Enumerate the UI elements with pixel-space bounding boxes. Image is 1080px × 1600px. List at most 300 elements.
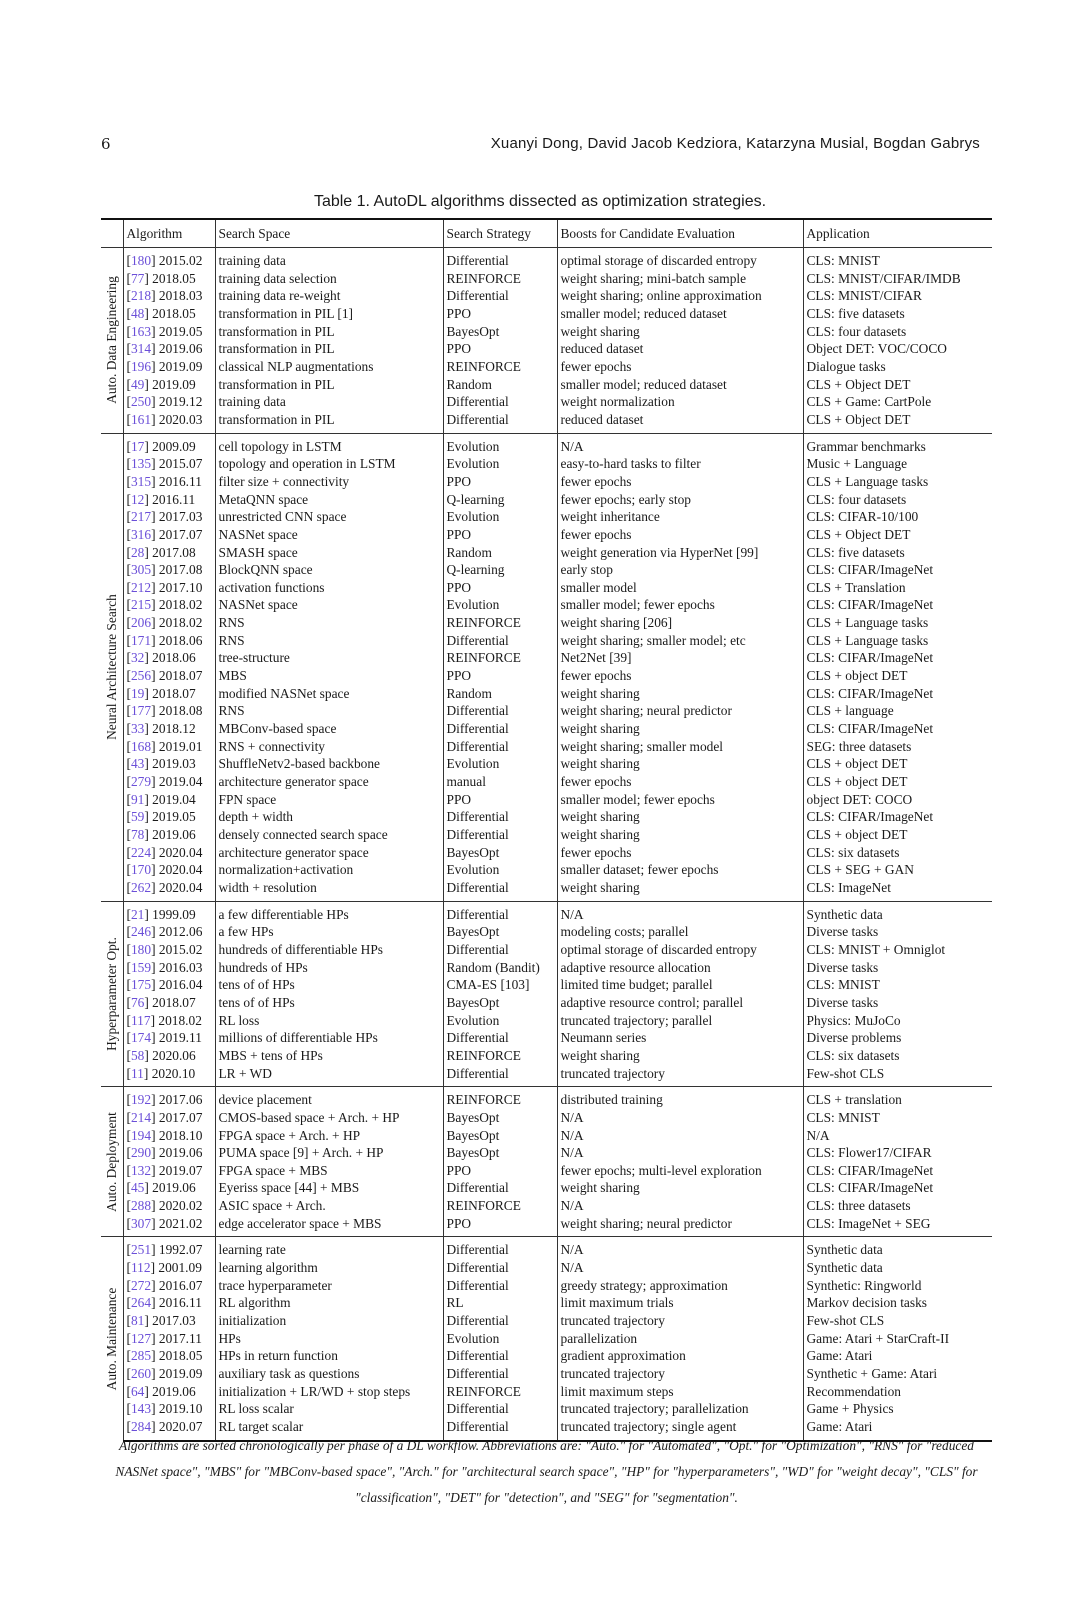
header-application: Application <box>803 219 992 248</box>
application-cell: CLS: four datasets <box>803 323 992 341</box>
search-strategy-cell: REINFORCE <box>443 358 557 376</box>
boost-cell: Net2Net [39] <box>557 649 803 667</box>
table-row <box>101 1144 992 1162</box>
application-cell: CLS: CIFAR/ImageNet <box>803 561 992 579</box>
citation-link[interactable]: 33 <box>130 721 145 737</box>
search-space-cell: transformation in PIL [1] <box>215 305 443 323</box>
citation-link[interactable]: 194 <box>130 1127 152 1143</box>
boost-cell: adaptive resource allocation <box>557 959 803 977</box>
search-strategy-cell: Differential <box>443 738 557 756</box>
algorithm-cell: [196] 2019.09 <box>123 358 215 376</box>
year-value: 2020.03 <box>158 411 203 427</box>
algorithm-cell: [77] 2018.05 <box>123 270 215 288</box>
application-cell: Grammar benchmarks <box>803 433 992 455</box>
header-row <box>101 219 992 248</box>
search-strategy-cell: Differential <box>443 808 557 826</box>
citation-link[interactable]: 307 <box>130 1215 152 1231</box>
boost-cell: fewer epochs; early stop <box>557 491 803 509</box>
boost-cell: gradient approximation <box>557 1347 803 1365</box>
citation-link[interactable]: 117 <box>130 1012 151 1028</box>
application-cell: CLS: six datasets <box>803 844 992 862</box>
application-cell: Game: Atari <box>803 1418 992 1441</box>
boost-cell: greedy strategy; approximation <box>557 1277 803 1295</box>
boost-cell: weight sharing <box>557 879 803 901</box>
table-row <box>101 879 992 901</box>
table-row <box>101 376 992 394</box>
citation-link[interactable]: 78 <box>130 827 145 842</box>
citation-link[interactable]: 315 <box>130 473 152 489</box>
table-row <box>101 393 992 411</box>
citation-link[interactable]: 290 <box>130 1145 152 1161</box>
header-search-strategy: Search Strategy <box>443 219 557 248</box>
citation-link[interactable]: 175 <box>130 977 152 993</box>
year-value: 2017.08 <box>152 544 196 560</box>
application-cell: Few-shot CLS <box>803 1065 992 1087</box>
search-strategy-cell: Differential <box>443 941 557 959</box>
table-row <box>101 649 992 667</box>
citation-link[interactable]: 215 <box>130 597 152 613</box>
table-row <box>101 791 992 809</box>
search-space-cell: FPGA space + MBS <box>215 1162 443 1180</box>
year-value: 2017.07 <box>158 1109 203 1125</box>
citation-link[interactable]: 262 <box>130 879 152 895</box>
year-value: 2017.08 <box>158 562 203 578</box>
year-value: 2019.06 <box>158 341 203 357</box>
application-cell: Synthetic data <box>803 1237 992 1259</box>
year-value: 2018.07 <box>152 685 196 701</box>
algorithm-cell: [290] 2019.06 <box>123 1144 215 1162</box>
citation-link[interactable]: 58 <box>130 1047 145 1063</box>
algorithm-cell: [112] 2001.09 <box>123 1259 215 1277</box>
application-cell: Music + Language <box>803 455 992 473</box>
boost-cell: optimal storage of discarded entropy <box>557 248 803 270</box>
boost-cell: weight sharing <box>557 1179 803 1197</box>
application-cell: CLS: MNIST/CIFAR/IMDB <box>803 270 992 288</box>
table-row <box>101 667 992 685</box>
boost-cell: easy-to-hard tasks to filter <box>557 455 803 473</box>
search-space-cell: auxiliary task as questions <box>215 1365 443 1383</box>
year-value: 2017.11 <box>158 1330 202 1346</box>
citation-link[interactable]: 64 <box>130 1383 145 1399</box>
algorithm-cell: [206] 2018.02 <box>123 614 215 632</box>
citation-link[interactable]: 48 <box>130 305 145 321</box>
search-space-cell: activation functions <box>215 579 443 597</box>
citation-link[interactable]: 224 <box>130 844 152 860</box>
boost-cell: truncated trajectory; parallel <box>557 1012 803 1030</box>
citation-link[interactable]: 43 <box>130 756 145 772</box>
citation-link[interactable]: 91 <box>130 791 145 807</box>
application-cell: CLS + object DET <box>803 667 992 685</box>
search-space-cell: depth + width <box>215 808 443 826</box>
search-strategy-cell: Differential <box>443 1065 557 1087</box>
search-space-cell: training data <box>215 248 443 270</box>
citation-link[interactable]: 32 <box>130 650 145 666</box>
algorithm-cell: [58] 2020.06 <box>123 1047 215 1065</box>
application-cell: Physics: MuJoCo <box>803 1012 992 1030</box>
citation-link[interactable]: 251 <box>130 1242 152 1258</box>
boost-cell: truncated trajectory; parallelization <box>557 1400 803 1418</box>
search-strategy-cell: PPO <box>443 340 557 358</box>
algorithm-cell: [174] 2019.11 <box>123 1029 215 1047</box>
header-boosts: Boosts for Candidate Evaluation <box>557 219 803 248</box>
application-cell: CLS: CIFAR/ImageNet <box>803 808 992 826</box>
citation-link[interactable]: 314 <box>130 341 152 357</box>
citation-link[interactable]: 17 <box>130 438 145 454</box>
algorithm-cell: [117] 2018.02 <box>123 1012 215 1030</box>
application-cell: CLS + object DET <box>803 755 992 773</box>
search-strategy-cell: PPO <box>443 667 557 685</box>
algorithm-cell: [192] 2017.06 <box>123 1087 215 1109</box>
search-space-cell: RNS + connectivity <box>215 738 443 756</box>
table-row <box>101 1109 992 1127</box>
boost-cell: N/A <box>557 1144 803 1162</box>
year-value: 2020.04 <box>158 862 203 878</box>
table-row <box>101 755 992 773</box>
year-value: 2009.09 <box>152 438 196 454</box>
table-row <box>101 976 992 994</box>
search-space-cell: FPGA space + Arch. + HP <box>215 1127 443 1145</box>
boost-cell: N/A <box>557 1109 803 1127</box>
search-space-cell: normalization+activation <box>215 861 443 879</box>
citation-link[interactable]: 264 <box>130 1295 152 1311</box>
application-cell: Diverse tasks <box>803 923 992 941</box>
citation-link[interactable]: 206 <box>130 615 152 631</box>
algorithm-cell: [305] 2017.08 <box>123 561 215 579</box>
search-strategy-cell: BayesOpt <box>443 1109 557 1127</box>
table-row <box>101 1087 992 1109</box>
year-value: 2019.11 <box>158 1030 202 1046</box>
algorithm-cell: [59] 2019.05 <box>123 808 215 826</box>
boost-cell: weight normalization <box>557 393 803 411</box>
application-cell: CLS + Object DET <box>803 411 992 433</box>
search-space-cell: a few HPs <box>215 923 443 941</box>
search-space-cell: unrestricted CNN space <box>215 508 443 526</box>
application-cell: Diverse problems <box>803 1029 992 1047</box>
citation-link[interactable]: 161 <box>130 411 152 427</box>
citation-link[interactable]: 174 <box>130 1030 152 1046</box>
citation-link[interactable]: 76 <box>130 994 145 1010</box>
table-row <box>101 994 992 1012</box>
year-value: 2019.01 <box>158 738 203 754</box>
boost-cell: weight sharing; smaller model; etc <box>557 632 803 650</box>
table-section <box>101 433 992 901</box>
citation-link[interactable]: 19 <box>130 685 145 701</box>
search-space-cell: HPs in return function <box>215 1347 443 1365</box>
year-value: 2018.06 <box>152 650 196 666</box>
algorithm-cell: [49] 2019.09 <box>123 376 215 394</box>
search-space-cell: MetaQNN space <box>215 491 443 509</box>
boost-cell: N/A <box>557 901 803 923</box>
algorithm-cell: [194] 2018.10 <box>123 1127 215 1145</box>
search-space-cell: architecture generator space <box>215 773 443 791</box>
boost-cell: weight sharing <box>557 323 803 341</box>
search-strategy-cell: manual <box>443 773 557 791</box>
table-row <box>101 1277 992 1295</box>
table-row <box>101 1330 992 1348</box>
search-strategy-cell: Differential <box>443 1418 557 1441</box>
citation-link[interactable]: 288 <box>130 1198 152 1214</box>
search-strategy-cell: BayesOpt <box>443 994 557 1012</box>
table-row <box>101 702 992 720</box>
citation-link[interactable]: 246 <box>130 924 152 940</box>
search-space-cell: transformation in PIL <box>215 376 443 394</box>
search-space-cell: MBS <box>215 667 443 685</box>
search-space-cell: HPs <box>215 1330 443 1348</box>
year-value: 2019.06 <box>152 1180 196 1196</box>
search-space-cell: RL loss <box>215 1012 443 1030</box>
boost-cell: modeling costs; parallel <box>557 923 803 941</box>
year-value: 2019.09 <box>158 1366 203 1382</box>
citation-link[interactable]: 256 <box>130 668 152 684</box>
table-row <box>101 596 992 614</box>
year-value: 2001.09 <box>158 1260 202 1276</box>
algorithm-cell: [224] 2020.04 <box>123 844 215 862</box>
search-strategy-cell: Evolution <box>443 596 557 614</box>
application-cell: CLS: four datasets <box>803 491 992 509</box>
year-value: 2016.04 <box>158 977 203 993</box>
citation-link[interactable]: 77 <box>130 270 145 286</box>
boost-cell: smaller model <box>557 579 803 597</box>
algorithm-cell: [307] 2021.02 <box>123 1215 215 1237</box>
citation-link[interactable]: 284 <box>130 1419 152 1434</box>
search-space-cell: hundreds of differentiable HPs <box>215 941 443 959</box>
algorithm-cell: [21] 1999.09 <box>123 901 215 923</box>
table-row <box>101 632 992 650</box>
citation-link[interactable]: 168 <box>130 738 152 754</box>
search-space-cell: transformation in PIL <box>215 323 443 341</box>
search-strategy-cell: BayesOpt <box>443 844 557 862</box>
year-value: 2018.05 <box>152 270 196 286</box>
algorithm-cell: [132] 2019.07 <box>123 1162 215 1180</box>
search-space-cell: MBConv-based space <box>215 720 443 738</box>
boost-cell: fewer epochs <box>557 473 803 491</box>
citation-link[interactable]: 250 <box>130 394 152 410</box>
application-cell: CLS: MNIST <box>803 248 992 270</box>
citation-link[interactable]: 59 <box>130 809 145 825</box>
year-value: 2016.11 <box>158 473 202 489</box>
year-value: 2018.02 <box>158 615 203 631</box>
citation-link[interactable]: 272 <box>130 1277 152 1293</box>
application-cell: CLS + Object DET <box>803 376 992 394</box>
search-space-cell: NASNet space <box>215 526 443 544</box>
year-value: 2020.07 <box>158 1419 203 1434</box>
search-strategy-cell: Evolution <box>443 455 557 473</box>
citation-link[interactable]: 316 <box>130 526 152 542</box>
algorithm-cell: [214] 2017.07 <box>123 1109 215 1127</box>
search-space-cell: RNS <box>215 614 443 632</box>
year-value: 2019.07 <box>158 1162 203 1178</box>
boost-cell: limit maximum steps <box>557 1383 803 1401</box>
search-space-cell: RL algorithm <box>215 1294 443 1312</box>
application-cell: Synthetic data <box>803 901 992 923</box>
table-row <box>101 808 992 826</box>
citation-link[interactable]: 180 <box>130 253 152 268</box>
year-value: 2019.12 <box>158 394 203 410</box>
citation-link[interactable]: 279 <box>130 774 152 790</box>
table-row <box>101 526 992 544</box>
application-cell: CLS + SEG + GAN <box>803 861 992 879</box>
citation-link[interactable]: 159 <box>130 959 152 975</box>
year-value: 2017.07 <box>158 526 203 542</box>
year-value: 2019.05 <box>158 323 203 339</box>
search-strategy-cell: BayesOpt <box>443 923 557 941</box>
citation-link[interactable]: 163 <box>130 323 152 339</box>
search-strategy-cell: Differential <box>443 1400 557 1418</box>
section-label-cell <box>101 1087 123 1237</box>
boost-cell: fewer epochs <box>557 358 803 376</box>
algorithm-cell: [316] 2017.07 <box>123 526 215 544</box>
application-cell: Diverse tasks <box>803 994 992 1012</box>
citation-link[interactable]: 285 <box>130 1348 152 1364</box>
algorithm-cell: [32] 2018.06 <box>123 649 215 667</box>
year-value: 2019.06 <box>152 1383 196 1399</box>
citation-link[interactable]: 12 <box>130 491 145 507</box>
citation-link[interactable]: 112 <box>130 1260 151 1276</box>
algorithm-cell: [212] 2017.10 <box>123 579 215 597</box>
year-value: 1999.09 <box>152 906 196 922</box>
search-space-cell: transformation in PIL <box>215 340 443 358</box>
citation-link[interactable]: 196 <box>130 358 152 374</box>
section-label-cell <box>101 901 123 1087</box>
header-phase <box>101 219 123 248</box>
search-strategy-cell: Differential <box>443 1277 557 1295</box>
table-row <box>101 305 992 323</box>
algorithm-cell: [135] 2015.07 <box>123 455 215 473</box>
search-space-cell: RL target scalar <box>215 1418 443 1441</box>
search-space-cell: topology and operation in LSTM <box>215 455 443 473</box>
citation-link[interactable]: 81 <box>130 1313 145 1329</box>
application-cell: object DET: COCO <box>803 791 992 809</box>
application-cell: CLS: five datasets <box>803 305 992 323</box>
citation-link[interactable]: 305 <box>130 562 152 578</box>
boost-cell: weight sharing <box>557 720 803 738</box>
search-strategy-cell: BayesOpt <box>443 323 557 341</box>
search-strategy-cell: Differential <box>443 1365 557 1383</box>
citation-link[interactable]: 143 <box>130 1401 152 1417</box>
search-space-cell: learning rate <box>215 1237 443 1259</box>
boost-cell: parallelization <box>557 1330 803 1348</box>
year-value: 2017.03 <box>152 1313 196 1329</box>
section-label: Auto. Deployment <box>103 1111 119 1212</box>
algorithm-cell: [43] 2019.03 <box>123 755 215 773</box>
citation-link[interactable]: 170 <box>130 862 152 878</box>
citation-link[interactable]: 260 <box>130 1366 152 1382</box>
search-strategy-cell: Differential <box>443 1347 557 1365</box>
autodl-table <box>101 218 992 1442</box>
citation-link[interactable]: 217 <box>130 509 152 525</box>
table-row <box>101 1383 992 1401</box>
citation-link[interactable]: 21 <box>130 906 145 922</box>
citation-link[interactable]: 28 <box>130 544 145 560</box>
year-value: 2019.06 <box>158 1145 203 1161</box>
year-value: 2020.04 <box>158 844 203 860</box>
algorithm-cell: [76] 2018.07 <box>123 994 215 1012</box>
citation-link[interactable]: 192 <box>130 1092 152 1108</box>
search-strategy-cell: Evolution <box>443 1012 557 1030</box>
application-cell: CLS: three datasets <box>803 1197 992 1215</box>
citation-link[interactable]: 214 <box>130 1109 152 1125</box>
search-strategy-cell: Differential <box>443 248 557 270</box>
algorithm-cell: [314] 2019.06 <box>123 340 215 358</box>
citation-link[interactable]: 171 <box>130 632 152 648</box>
search-space-cell: SMASH space <box>215 544 443 562</box>
algorithm-cell: [161] 2020.03 <box>123 411 215 433</box>
search-space-cell: learning algorithm <box>215 1259 443 1277</box>
application-cell: CLS: CIFAR/ImageNet <box>803 649 992 667</box>
section-label: Hyperparameter Opt. <box>103 937 119 1051</box>
algorithm-cell: [262] 2020.04 <box>123 879 215 901</box>
search-strategy-cell: Evolution <box>443 755 557 773</box>
year-value: 2017.10 <box>158 579 203 595</box>
citation-link[interactable]: 132 <box>130 1162 152 1178</box>
search-strategy-cell: Differential <box>443 287 557 305</box>
algorithm-cell: [180] 2015.02 <box>123 248 215 270</box>
citation-link[interactable]: 45 <box>130 1180 145 1196</box>
algorithm-cell: [260] 2019.09 <box>123 1365 215 1383</box>
citation-link[interactable]: 135 <box>130 456 152 472</box>
citation-link[interactable]: 180 <box>130 941 152 957</box>
algorithm-cell: [17] 2009.09 <box>123 433 215 455</box>
application-cell: CLS + Translation <box>803 579 992 597</box>
citation-link[interactable]: 11 <box>130 1065 144 1081</box>
citation-link[interactable]: 218 <box>130 288 152 304</box>
search-space-cell: device placement <box>215 1087 443 1109</box>
citation-link[interactable]: 49 <box>130 376 145 392</box>
boost-cell: weight sharing <box>557 826 803 844</box>
search-strategy-cell: REINFORCE <box>443 270 557 288</box>
algorithm-cell: [272] 2016.07 <box>123 1277 215 1295</box>
boost-cell: weight sharing; online approximation <box>557 287 803 305</box>
algorithm-cell: [218] 2018.03 <box>123 287 215 305</box>
algorithm-cell: [256] 2018.07 <box>123 667 215 685</box>
year-value: 2020.02 <box>158 1198 203 1214</box>
year-value: 1992.07 <box>158 1242 203 1258</box>
year-value: 2017.06 <box>158 1092 203 1108</box>
boost-cell: weight sharing; neural predictor <box>557 1215 803 1237</box>
boost-cell: weight sharing <box>557 685 803 703</box>
search-space-cell: NASNet space <box>215 596 443 614</box>
search-strategy-cell: Evolution <box>443 433 557 455</box>
algorithm-cell: [12] 2016.11 <box>123 491 215 509</box>
table-row <box>101 1012 992 1030</box>
search-space-cell: classical NLP augmentations <box>215 358 443 376</box>
citation-link[interactable]: 212 <box>130 579 152 595</box>
boost-cell: adaptive resource control; parallel <box>557 994 803 1012</box>
table-section <box>101 901 992 1087</box>
year-value: 2018.02 <box>158 1012 202 1028</box>
year-value: 2019.09 <box>158 358 203 374</box>
algorithm-cell: [315] 2016.11 <box>123 473 215 491</box>
application-cell: CLS: CIFAR-10/100 <box>803 508 992 526</box>
search-space-cell: training data re-weight <box>215 287 443 305</box>
table-row <box>101 826 992 844</box>
table-row <box>101 1215 992 1237</box>
search-strategy-cell: Differential <box>443 1029 557 1047</box>
search-space-cell: ASIC space + Arch. <box>215 1197 443 1215</box>
boost-cell: truncated trajectory; single agent <box>557 1418 803 1441</box>
boost-cell: N/A <box>557 1259 803 1277</box>
algorithm-cell: [45] 2019.06 <box>123 1179 215 1197</box>
algorithm-cell: [127] 2017.11 <box>123 1330 215 1348</box>
citation-link[interactable]: 127 <box>130 1330 152 1346</box>
table-row <box>101 1400 992 1418</box>
search-strategy-cell: Differential <box>443 411 557 433</box>
boost-cell: reduced dataset <box>557 411 803 433</box>
algorithm-cell: [288] 2020.02 <box>123 1197 215 1215</box>
citation-link[interactable]: 177 <box>130 703 152 719</box>
search-strategy-cell: Differential <box>443 1179 557 1197</box>
application-cell: SEG: three datasets <box>803 738 992 756</box>
